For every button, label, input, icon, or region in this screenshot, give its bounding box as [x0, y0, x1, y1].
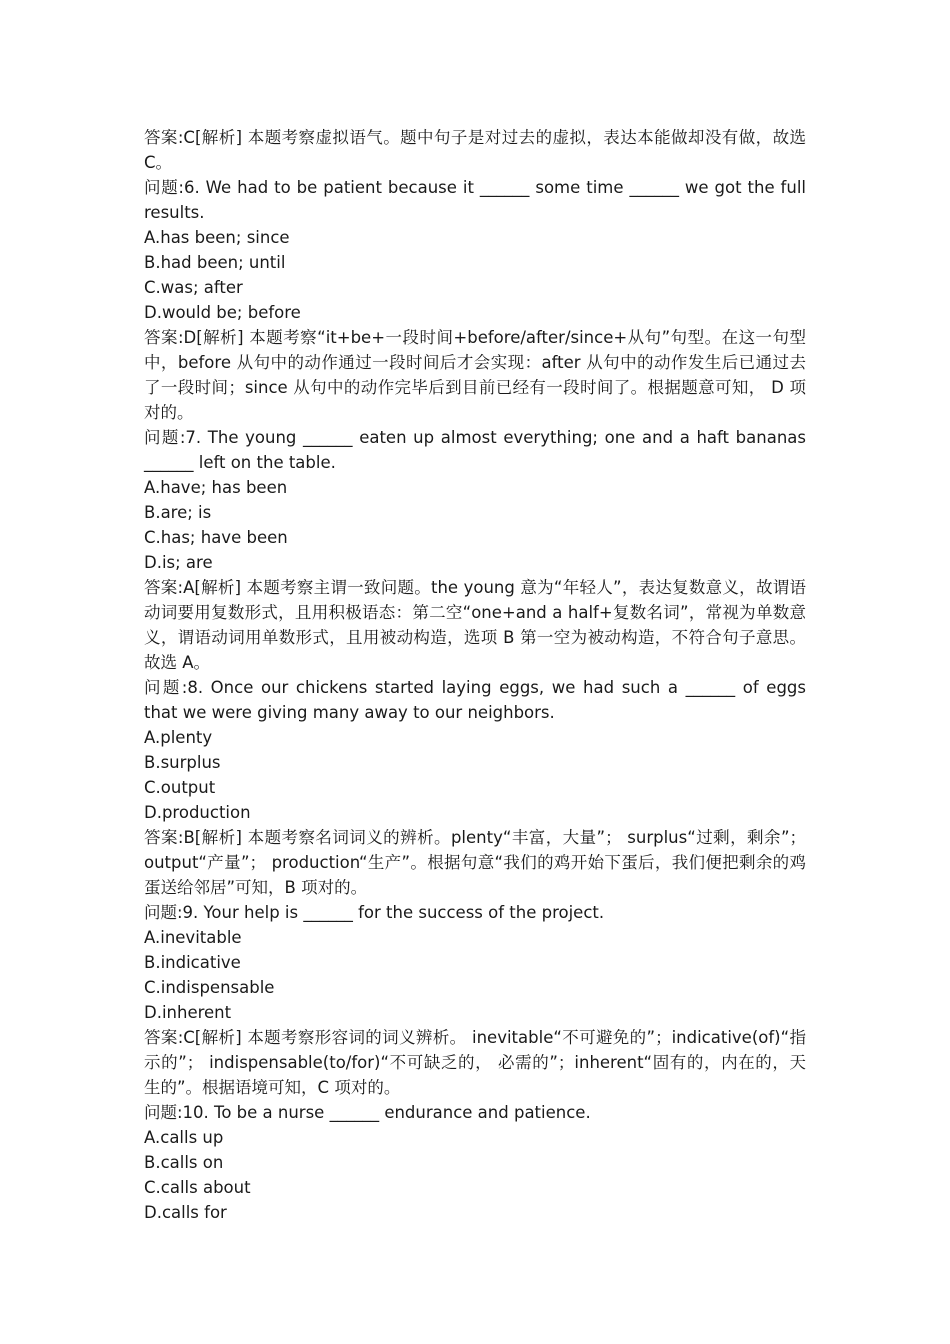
answer-q6: 答案:D[解析] 本题考察“it+be+一段时间+before/after/since+从句”句型。在这一句型中，before 从句中的动作通过一段时间后才会实现：after 从句中的动作发生后已通过去了一段时间；since 从句中的动作完毕后到目前已经有一段时间了。根据题意可知， D 项对的。 [144, 328, 806, 422]
question-9-option-b: B.indicative [144, 953, 241, 972]
question-8-option-b: B.surplus [144, 753, 221, 772]
question-7-option-d: D.is; are [144, 553, 213, 572]
question-10-option-b: B.calls on [144, 1153, 224, 1172]
question-8: 问题:8. Once our chickens started laying eggs, we had such a ______ of eggs that we were giving many away to our neighbors. [144, 678, 806, 722]
question-7-option-c: C.has; have been [144, 528, 288, 547]
document-page [144, 125, 806, 1225]
question-10-option-d: D.calls for [144, 1203, 227, 1222]
question-10-option-c: C.calls about [144, 1178, 251, 1197]
question-6-option-d: D.would be; before [144, 303, 301, 322]
question-6-option-a: A.has been; since [144, 228, 290, 247]
question-7: 问题:7. The young ______ eaten up almost everything; one and a haft bananas ______ left on the table. [144, 428, 806, 472]
question-9-option-a: A.inevitable [144, 928, 242, 947]
question-7-option-b: B.are; is [144, 503, 212, 522]
question-10: 问题:10. To be a nurse ______ endurance and patience. [144, 1103, 591, 1122]
question-6: 问题:6. We had to be patient because it ______ some time ______ we got the full results. [144, 178, 806, 222]
answer-q8: 答案:B[解析] 本题考察名词词义的辨析。plenty“丰富，大量”； surplus“过剩，剩余”；output“产量”； production“生产”。根据句意“我们的鸡开始下蛋后，我们便把剩余的鸡蛋送给邻居”可知，B 项对的。 [144, 828, 806, 897]
question-8-option-a: A.plenty [144, 728, 213, 747]
answer-q5: 答案:C[解析] 本题考察虚拟语气。题中句子是对过去的虚拟，表达本能做却没有做，故选C。 [144, 128, 806, 172]
question-8-option-d: D.production [144, 803, 251, 822]
question-8-option-c: C.output [144, 778, 216, 797]
question-9-option-d: D.inherent [144, 1003, 232, 1022]
answer-q9: 答案:C[解析] 本题考察形容词的词义辨析。 inevitable“不可避免的”；indicative(of)“指示的”； indispensable(to/for)“不可缺乏的， 必需的”；inherent“固有的，内在的，天生的”。根据语境可知，C 项对的。 [144, 1028, 806, 1097]
question-9: 问题:9. Your help is ______ for the success of the project. [144, 903, 605, 922]
answer-q7: 答案:A[解析] 本题考察主谓一致问题。the young 意为“年轻人”，表达复数意义，故谓语动词要用复数形式，且用积极语态：第二空“one+and a half+复数名词”，常视为单数意义，谓语动词用单数形式，且用被动构造，选项 B 第一空为被动构造，不符合句子意思。故选 A。 [144, 578, 806, 672]
question-6-option-c: C.was; after [144, 278, 243, 297]
question-6-option-b: B.had been; until [144, 253, 286, 272]
question-10-option-a: A.calls up [144, 1128, 224, 1147]
question-7-option-a: A.have; has been [144, 478, 288, 497]
question-9-option-c: C.indispensable [144, 978, 275, 997]
